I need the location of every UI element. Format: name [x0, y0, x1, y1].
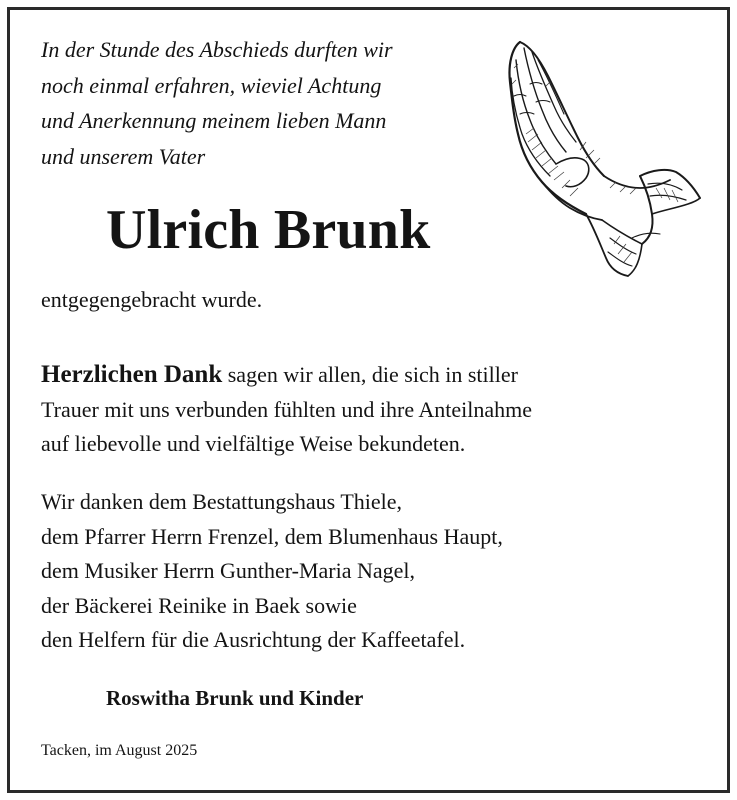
thanks-line: auf liebevolle und vielfältige Weise bekundeten.: [41, 431, 466, 456]
thanks-lead: Herzlichen Dank: [41, 361, 223, 388]
acknowledgement-line: dem Musiker Herrn Gunther-Maria Nagel,: [41, 558, 416, 583]
deceased-name: Ulrich Brunk: [106, 199, 431, 261]
place-date: Tacken, im August 2025: [41, 742, 198, 759]
acknowledgements-paragraph: [41, 485, 503, 658]
acknowledgement-line: dem Pfarrer Herrn Frenzel, dem Blumenhaus Haupt,: [41, 523, 503, 549]
thanks-paragraph: [41, 358, 532, 462]
intro-line: und Anerkennung meinem lieben Mann: [41, 108, 387, 134]
signature: Roswitha Brunk und Kinder: [106, 686, 364, 710]
thanks-line: Trauer mit uns verbunden fühlten und ihre Anteilnahme: [41, 396, 533, 422]
intro-line: noch einmal erfahren, wieviel Achtung: [41, 72, 382, 98]
intro-line: In der Stunde des Abschieds durften wir: [41, 37, 393, 62]
intro-line: und unserem Vater: [41, 143, 206, 169]
intro-text: [41, 32, 393, 174]
praying-hands-icon: [490, 38, 705, 280]
thanks-line: [41, 358, 532, 393]
acknowledgement-line: den Helfern für die Ausrichtung der Kaffeetafel.: [41, 627, 466, 652]
thanks-line-rest: sagen wir allen, die sich in stiller: [222, 362, 518, 387]
acknowledgement-line: Wir danken dem Bestattungshaus Thiele,: [41, 489, 403, 514]
acknowledgement-line: der Bäckerei Reinike in Baek sowie: [41, 592, 357, 618]
after-name-text: entgegengebracht wurde.: [41, 287, 263, 312]
